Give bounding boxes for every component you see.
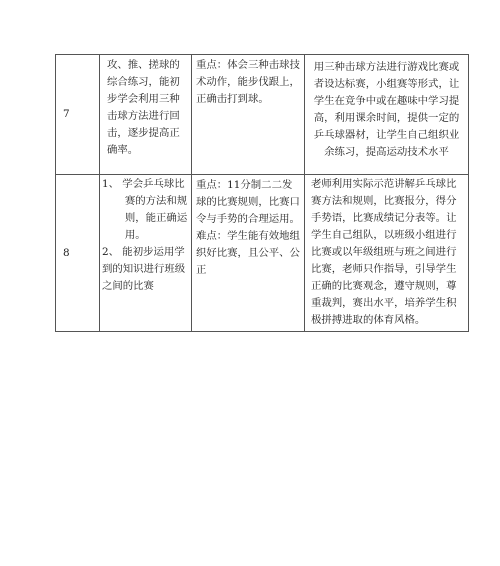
lesson-plan-table bbox=[55, 54, 469, 332]
lesson-number: 8 bbox=[63, 246, 70, 259]
activities-cell bbox=[305, 55, 469, 175]
difficulty-point-text: 难点：学生能有效地组织好比赛，且公平、公正 bbox=[196, 230, 300, 276]
lesson-number-cell bbox=[56, 175, 100, 332]
objective-item: 2、 能初步运用学到的知识进行班级之间的比赛 bbox=[102, 246, 186, 292]
objective-item: 1、 学会乒乓球比赛的方法和规则，能正确运用。 bbox=[102, 178, 188, 241]
objective-cell bbox=[100, 175, 192, 332]
key-points-cell bbox=[192, 55, 305, 175]
activities-text: 用三种击球方法进行游戏比赛或者设达标赛，小组赛等形式，让学生在竞争中或在趣味中学习提高，利用课余时间，提供一定的乒乓球器材，让学生自己组织业余练习，提高运动技术水平 bbox=[313, 61, 460, 158]
objective-cell bbox=[100, 55, 192, 175]
lesson-number: 7 bbox=[63, 108, 70, 120]
activities-cell bbox=[305, 175, 469, 332]
key-point-text: 重点：11分制二二发球的比赛规则，比赛口令与手势的合理运用。 bbox=[196, 179, 300, 225]
table-row bbox=[56, 175, 469, 332]
objective-text: 攻、推、搓球的综合练习，能初步学会利用三种击球方法进行回击，逐步提高正确率。 bbox=[107, 59, 180, 156]
key-point-text: 重点：体会三种击球技术动作，能步伐跟上，正确击打到球。 bbox=[196, 59, 300, 105]
lesson-number-cell bbox=[56, 55, 100, 175]
key-points-cell bbox=[192, 175, 305, 332]
activities-text: 老师利用实际示范讲解乒乓球比赛方法和规则，比赛报分，得分手势语，比赛成绩记分表等。让学生自己组队，以班级小组进行比赛或以年级组班与班之间进行比赛，老师只作指导，引导学生正确的比赛观念，遵守规则，尊重裁判，赛出水平，培养学生积极拼搏进取的体育风格。 bbox=[311, 178, 457, 326]
table-row bbox=[56, 55, 469, 175]
